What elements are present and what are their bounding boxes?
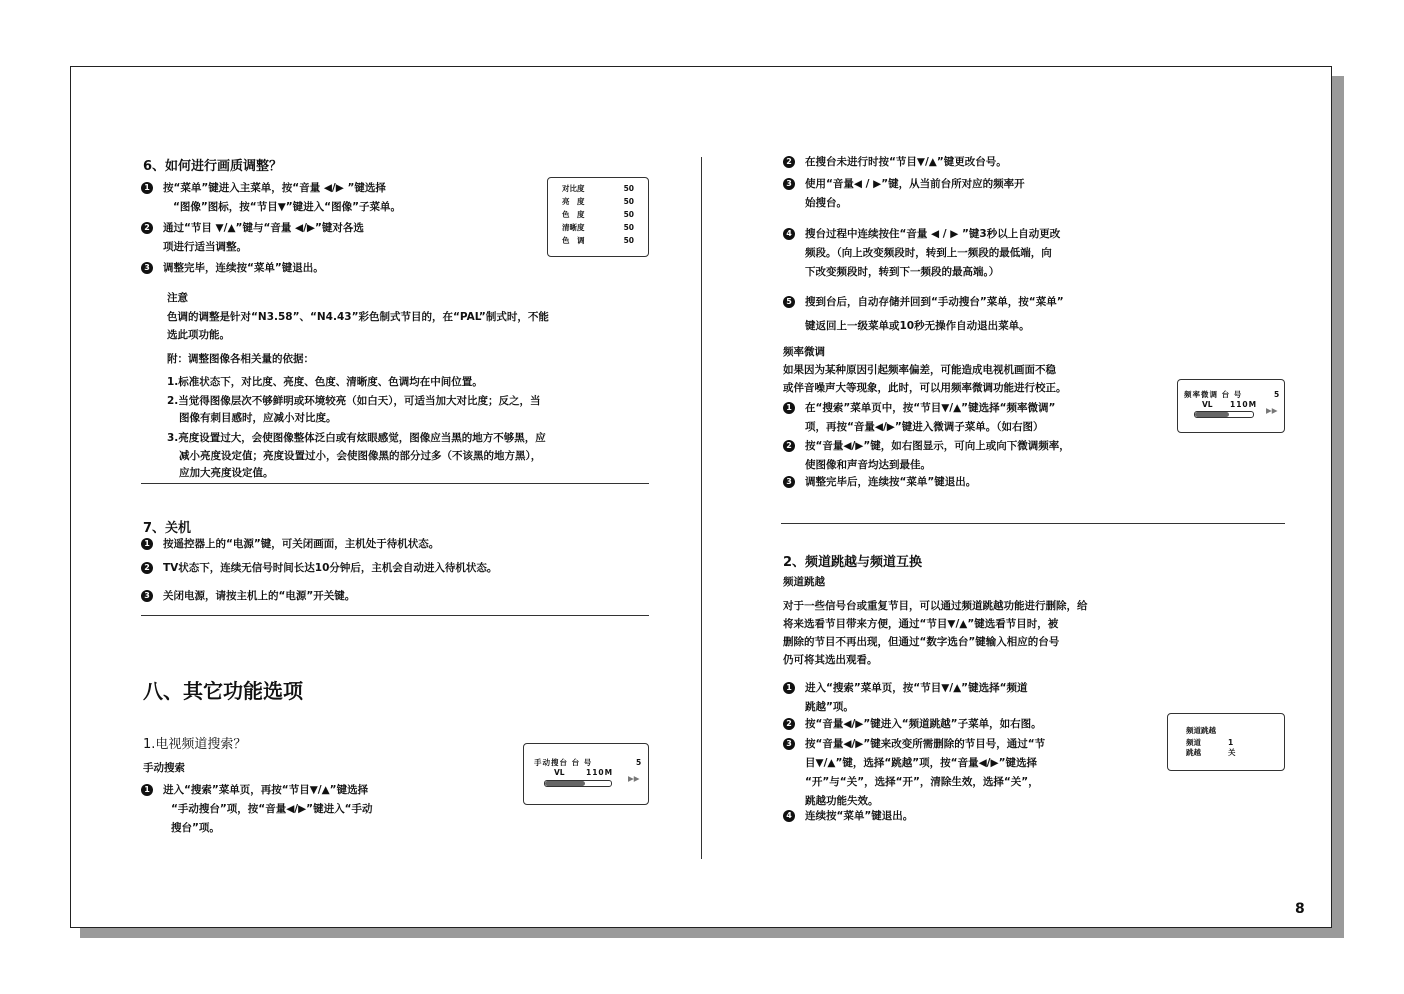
skip-text-2: 将来选看节目带来方便，通过“节目▼/▲”键选看节目时，被 xyxy=(783,618,1059,630)
chapter-8-title: 八、其它功能选项 xyxy=(143,679,303,703)
note-title: 注意 xyxy=(167,292,188,304)
s7-step-1: 1 按遥控器上的“电源”键，可关闭画面，主机处于待机状态。 xyxy=(141,535,439,554)
appendix-item-2a: 2.当觉得图像层次不够鲜明或环境较亮（如白天），可适当加大对比度；反之，当 xyxy=(167,395,541,407)
channel-search-subtitle: 1.电视频道搜索？ xyxy=(143,737,247,752)
frequency-bar xyxy=(544,780,612,787)
step-number-icon: 4 xyxy=(783,810,795,822)
divider xyxy=(141,615,649,616)
step-number-icon: 1 xyxy=(141,538,153,550)
frequency-bar xyxy=(1194,411,1254,418)
r-step-2: 2 在搜台未进行时按“节目▼/▲”键更改台号。 xyxy=(783,153,1007,172)
note-text-1: 色调的调整是针对“N3.58”、“N4.43”彩色制式节目的，在“PAL”制式时，不能 xyxy=(167,311,549,323)
note-text-2: 选此项功能。 xyxy=(167,329,230,341)
step-number-icon: 3 xyxy=(783,178,795,190)
step-number-icon: 4 xyxy=(783,228,795,240)
divider xyxy=(141,483,649,484)
step-number-icon: 3 xyxy=(783,738,795,750)
fine-tune-title: 频率微调 xyxy=(783,346,825,358)
appendix-item-3a: 3.亮度设置过大，会使图像整体泛白或有炫眼感觉，图像应当黑的地方不够黑，应 xyxy=(167,432,546,444)
column-divider xyxy=(701,157,702,859)
r-step-5: 5 搜到台后，自动存储并回到“手动搜台”菜单，按“菜单” 键返回上一级菜单或10秒无操作自动退出菜单。 xyxy=(783,293,1064,336)
step-number-icon: 2 xyxy=(783,440,795,452)
manual-search-osd: 手动搜台 台 号 5 VL 110M ▶▶ xyxy=(523,743,649,805)
step-number-icon: 3 xyxy=(141,262,153,274)
appendix-item-3b: 减小亮度设定值；亮度设置过小，会使图像黑的部分过多（不该黑的地方黑）， xyxy=(179,450,542,462)
step-number-icon: 2 xyxy=(141,222,153,234)
step-number-icon: 1 xyxy=(141,182,153,194)
skip-step-2: 2 按“音量◀/▶”键进入“频道跳越”子菜单，如右图。 xyxy=(783,715,1042,734)
picture-menu-osd: 对比度 50 亮 度 50 色 度 50 清晰度 50 色 调 50 xyxy=(547,177,649,257)
step-number-icon: 5 xyxy=(783,296,795,308)
skip-text-4: 仍可将其选出观看。 xyxy=(783,654,878,666)
r-step-3: 3 使用“音量◀ / ▶”键，从当前台所对应的频率开 始搜台。 xyxy=(783,175,1025,213)
s6-step-1: 1 按“菜单”键进入主菜单，按“音量 ◀/▶ ”键选择 “图像”图标，按“节目▼”键进入“图像”子菜单。 xyxy=(141,179,401,217)
fine-tune-text-2: 或伴音噪声大等现象，此时，可以用频率微调功能进行校正。 xyxy=(783,382,1067,394)
forward-arrows-icon: ▶▶ xyxy=(628,774,640,783)
fine-step-1: 1 在“搜索”菜单页中，按“节目▼/▲”键选择“频率微调” 项，再按“音量◀/▶”键进入微调子菜单。（如右图） xyxy=(783,399,1055,437)
step-number-icon: 3 xyxy=(783,476,795,488)
fine-step-2: 2 按“音量◀/▶”键，如右图显示，可向上或向下微调频率， 使图像和声音均达到最佳。 xyxy=(783,437,1070,475)
section-2-title: 2、频道跳越与频道互换 xyxy=(783,555,923,570)
r-step-4: 4 搜台过程中连续按住“音量 ◀ / ▶ ”键3秒以上自动更改 频段。（向上改变频段时，转到上一频段的最低端，向 下改变频段时，转到下一频段的最高端。） xyxy=(783,225,1060,282)
step-number-icon: 2 xyxy=(783,718,795,730)
step-number-icon: 3 xyxy=(141,590,153,602)
skip-title: 频道跳越 xyxy=(783,576,825,588)
ch8-step-1: 1 进入“搜索”菜单页，再按“节目▼/▲”键选择 “手动搜台”项，按“音量◀/▶”键进入“手动 搜台”项。 xyxy=(141,781,373,838)
step-number-icon: 1 xyxy=(783,682,795,694)
skip-step-3: 3 按“音量◀/▶”键来改变所需删除的节目号，通过“节 目▼/▲”键，选择“跳越”项，按“音量◀/▶”键选择 “开”与“关”，选择“开”，清除生效，选择“关”， 跳越功能失效。 xyxy=(783,735,1045,811)
step-number-icon: 2 xyxy=(783,156,795,168)
step-number-icon: 1 xyxy=(141,784,153,796)
fine-tune-text-1: 如果因为某种原因引起频率偏差，可能造成电视机画面不稳 xyxy=(783,364,1056,376)
divider xyxy=(781,523,1285,524)
section-6-title: 6、如何进行画质调整？ xyxy=(143,159,283,174)
step-number-icon: 1 xyxy=(783,402,795,414)
channel-skip-osd: 频道跳越 频道 1 跳越 关 xyxy=(1167,713,1285,771)
appendix-item-1: 1.标准状态下，对比度、亮度、色度、清晰度、色调均在中间位置。 xyxy=(167,376,483,388)
fine-tune-osd: 频率微调 台 号 5 VL 110M ▶▶ xyxy=(1177,379,1285,433)
appendix-item-2b: 图像有刺目感时，应减小对比度。 xyxy=(179,412,337,424)
s7-step-3: 3 关闭电源，请按主机上的“电源”开关键。 xyxy=(141,587,355,606)
forward-arrows-icon: ▶▶ xyxy=(1266,406,1278,415)
skip-step-4: 4 连续按“菜单”键退出。 xyxy=(783,807,913,826)
fine-step-3: 3 调整完毕后，连续按“菜单”键退出。 xyxy=(783,473,976,492)
section-7-title: 7、关机 xyxy=(143,521,192,536)
step-number-icon: 2 xyxy=(141,562,153,574)
manual-page xyxy=(70,66,1332,928)
skip-text-1: 对于一些信号台或重复节目，可以通过频道跳越功能进行删除，给 xyxy=(783,600,1088,612)
appendix-item-3c: 应加大亮度设定值。 xyxy=(179,467,274,479)
appendix-title: 附：调整图像各相关量的依据： xyxy=(167,353,314,365)
page-number: 8 xyxy=(1295,901,1305,917)
skip-text-3: 删除的节目不再出现，但通过“数字选台”键输入相应的台号 xyxy=(783,636,1060,648)
s6-step-2: 2 通过“节目 ▼/▲”键与“音量 ◀/▶”键对各选 项进行适当调整。 xyxy=(141,219,364,257)
manual-search-title: 手动搜索 xyxy=(143,762,185,774)
skip-step-1: 1 进入“搜索”菜单页，按“节目▼/▲”键选择“频道 跳越”项。 xyxy=(783,679,1028,717)
s7-step-2: 2 TV状态下，连续无信号时间长达10分钟后，主机会自动进入待机状态。 xyxy=(141,559,497,578)
s6-step-3: 3 调整完毕，连续按“菜单”键退出。 xyxy=(141,259,324,278)
